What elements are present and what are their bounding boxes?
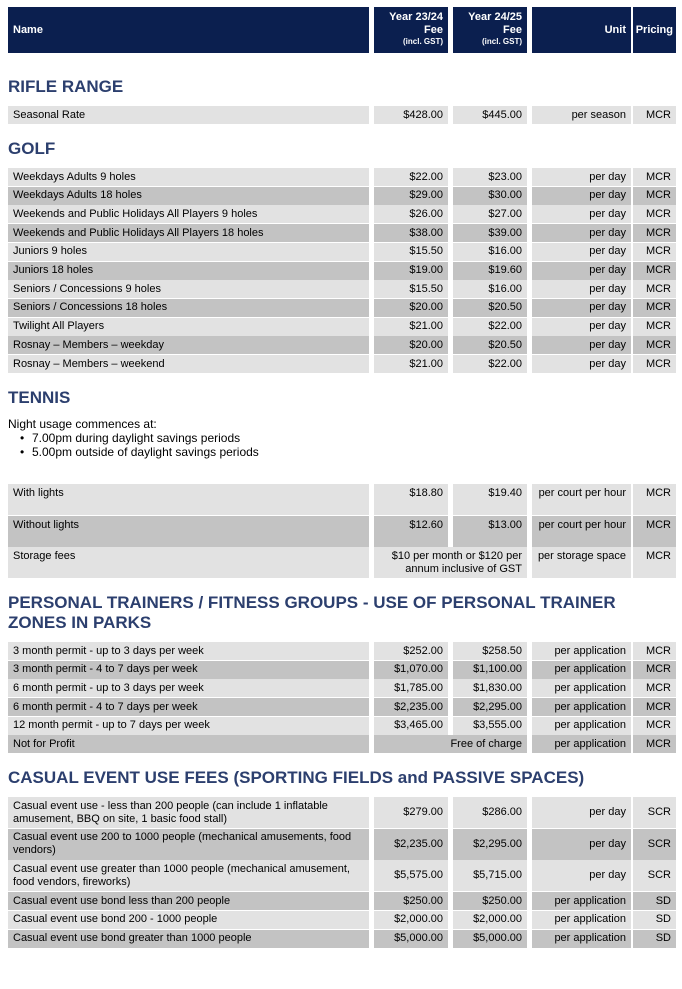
row-name: Casual event use bond 200 - 1000 people xyxy=(8,911,369,929)
row-pricing: SCR xyxy=(633,860,676,891)
row-fee-2425: $2,000.00 xyxy=(453,911,527,929)
header-name xyxy=(8,7,369,53)
section-title-trainers xyxy=(8,593,616,633)
row-pricing: SD xyxy=(633,911,676,929)
row-fee-2425: $5,715.00 xyxy=(453,860,527,891)
tennis-bullet: • 7.00pm during daylight savings periods xyxy=(20,431,259,445)
header-year1-line2: Fee xyxy=(424,24,443,36)
row-name: Twilight All Players xyxy=(8,318,369,336)
row-pricing: MCR xyxy=(633,168,676,186)
row-unit: per application xyxy=(532,642,631,660)
row-fee-2324: $252.00 xyxy=(374,642,448,660)
row-name: 6 month permit - 4 to 7 days per week xyxy=(8,698,369,716)
row-fee-2425: $22.00 xyxy=(453,318,527,336)
row-name: Rosnay – Members – weekend xyxy=(8,355,369,373)
row-name: With lights xyxy=(8,484,369,515)
row-fee-2425: $22.00 xyxy=(453,355,527,373)
row-pricing: MCR xyxy=(633,224,676,242)
row-name: Casual event use - less than 200 people (can include 1 inflatable amusement, BBQ on site, 1 basic food stall) xyxy=(8,797,369,828)
row-unit: per day xyxy=(532,797,631,828)
row-fee-2425: $16.00 xyxy=(453,243,527,261)
row-pricing: MCR xyxy=(633,698,676,716)
row-pricing: MCR xyxy=(633,299,676,317)
row-name: Casual event use 200 to 1000 people (mechanical amusements, food vendors) xyxy=(8,829,369,860)
header-year-2425 xyxy=(453,7,527,53)
row-unit: per application xyxy=(532,892,631,910)
row-unit: per day xyxy=(532,336,631,354)
row-name: Casual event use bond greater than 1000 people xyxy=(8,930,369,948)
row-unit: per court per hour xyxy=(532,516,631,547)
row-fee-2425: $20.50 xyxy=(453,336,527,354)
row-fee-2324: $2,000.00 xyxy=(374,911,448,929)
row-fee-2324: $5,000.00 xyxy=(374,930,448,948)
row-fee-2425: $20.50 xyxy=(453,299,527,317)
row-unit: per day xyxy=(532,262,631,280)
row-unit: per application xyxy=(532,698,631,716)
row-fee-2324: $428.00 xyxy=(374,106,448,124)
row-pricing: MCR xyxy=(633,243,676,261)
row-fee-2324: $250.00 xyxy=(374,892,448,910)
row-name: 12 month permit - up to 7 days per week xyxy=(8,717,369,735)
row-fee-2324: $15.50 xyxy=(374,243,448,261)
row-fee-2324: $21.00 xyxy=(374,318,448,336)
row-fee-2425: $5,000.00 xyxy=(453,930,527,948)
row-pricing: SCR xyxy=(633,829,676,860)
row-unit: per court per hour xyxy=(532,484,631,515)
row-pricing: MCR xyxy=(633,642,676,660)
row-name: Weekends and Public Holidays All Players 9 holes xyxy=(8,205,369,223)
row-fee-2324: $21.00 xyxy=(374,355,448,373)
row-pricing: MCR xyxy=(633,484,676,515)
row-unit: per day xyxy=(532,299,631,317)
row-pricing: MCR xyxy=(633,679,676,697)
section-title-trainers-line1: PERSONAL TRAINERS / FITNESS GROUPS - USE OF PERSONAL TRAINER xyxy=(8,593,616,612)
header-name-label: Name xyxy=(13,23,43,36)
row-fee-2425: $13.00 xyxy=(453,516,527,547)
row-fee-2324: $29.00 xyxy=(374,187,448,205)
row-unit: per day xyxy=(532,243,631,261)
row-pricing: MCR xyxy=(633,318,676,336)
row-unit: per application xyxy=(532,679,631,697)
row-fee-2324: $1,785.00 xyxy=(374,679,448,697)
row-unit: per day xyxy=(532,187,631,205)
header-year2-line1: Year 24/25 xyxy=(468,11,522,23)
nfp-fee: Free of charge xyxy=(374,735,527,753)
row-pricing: SD xyxy=(633,930,676,948)
row-pricing: MCR xyxy=(633,661,676,679)
header-unit xyxy=(532,7,631,53)
row-name: Seasonal Rate xyxy=(8,106,369,124)
row-name: Casual event use greater than 1000 people (mechanical amusement, food vendors, fireworks) xyxy=(8,860,369,891)
header-year1-line1: Year 23/24 xyxy=(389,11,443,23)
row-pricing: MCR xyxy=(633,516,676,547)
row-unit: per day xyxy=(532,355,631,373)
row-pricing: MCR xyxy=(633,355,676,373)
row-fee-2425: $250.00 xyxy=(453,892,527,910)
section-title-trainers-line2: ZONES IN PARKS xyxy=(8,613,152,632)
header-year2-line2: Fee xyxy=(503,24,522,36)
row-pricing: MCR xyxy=(633,336,676,354)
row-fee-2324: $12.60 xyxy=(374,516,448,547)
row-fee-2324: $1,070.00 xyxy=(374,661,448,679)
tennis-bullet: • 5.00pm outside of daylight savings periods xyxy=(20,445,259,459)
nfp-pricing: MCR xyxy=(633,735,676,753)
row-fee-2324: $2,235.00 xyxy=(374,829,448,860)
header-year2-line3: (incl. GST) xyxy=(482,37,522,46)
row-name: 6 month permit - up to 3 days per week xyxy=(8,679,369,697)
row-fee-2324: $22.00 xyxy=(374,168,448,186)
row-fee-2425: $1,100.00 xyxy=(453,661,527,679)
row-name: Casual event use bond less than 200 people xyxy=(8,892,369,910)
row-name: Rosnay – Members – weekday xyxy=(8,336,369,354)
row-fee-2324: $38.00 xyxy=(374,224,448,242)
row-fee-2425: $2,295.00 xyxy=(453,829,527,860)
row-fee-2425: $258.50 xyxy=(453,642,527,660)
row-fee-2425: $286.00 xyxy=(453,797,527,828)
row-name: Weekdays Adults 9 holes xyxy=(8,168,369,186)
row-unit: per day xyxy=(532,829,631,860)
row-fee-2324: $3,465.00 xyxy=(374,717,448,735)
row-name: Weekends and Public Holidays All Players 18 holes xyxy=(8,224,369,242)
header-year-2324 xyxy=(374,7,448,53)
row-fee-2324: $5,575.00 xyxy=(374,860,448,891)
row-unit: per day xyxy=(532,205,631,223)
row-fee-2425: $16.00 xyxy=(453,280,527,298)
row-fee-2425: $23.00 xyxy=(453,168,527,186)
section-title-tennis: TENNIS xyxy=(8,388,71,407)
tennis-note: Night usage commences at: xyxy=(8,417,157,431)
row-unit: per day xyxy=(532,860,631,891)
storage-pricing: MCR xyxy=(633,547,676,578)
row-pricing: SCR xyxy=(633,797,676,828)
row-name: Seniors / Concessions 9 holes xyxy=(8,280,369,298)
row-unit: per day xyxy=(532,168,631,186)
header-pricing-label: Pricing xyxy=(635,23,673,36)
row-pricing: MCR xyxy=(633,106,676,124)
row-fee-2324: $20.00 xyxy=(374,299,448,317)
row-pricing: SD xyxy=(633,892,676,910)
row-fee-2425: $2,295.00 xyxy=(453,698,527,716)
row-fee-2425: $1,830.00 xyxy=(453,679,527,697)
section-title-golf: GOLF xyxy=(8,139,56,158)
row-fee-2324: $26.00 xyxy=(374,205,448,223)
row-name: Juniors 9 holes xyxy=(8,243,369,261)
row-fee-2425: $19.60 xyxy=(453,262,527,280)
row-pricing: MCR xyxy=(633,717,676,735)
row-fee-2425: $30.00 xyxy=(453,187,527,205)
row-fee-2324: $18.80 xyxy=(374,484,448,515)
row-fee-2324: $15.50 xyxy=(374,280,448,298)
row-fee-2324: $19.00 xyxy=(374,262,448,280)
row-unit: per application xyxy=(532,930,631,948)
storage-fee: $10 per month or $120 per annum inclusive of GST xyxy=(374,547,527,578)
storage-unit: per storage space xyxy=(532,547,631,578)
row-unit: per day xyxy=(532,318,631,336)
header-year1-line3: (incl. GST) xyxy=(403,37,443,46)
row-fee-2324: $279.00 xyxy=(374,797,448,828)
row-name: Weekdays Adults 18 holes xyxy=(8,187,369,205)
row-unit: per season xyxy=(532,106,631,124)
section-title-rifle: RIFLE RANGE xyxy=(8,77,124,96)
row-fee-2425: $3,555.00 xyxy=(453,717,527,735)
row-unit: per day xyxy=(532,280,631,298)
row-fee-2425: $27.00 xyxy=(453,205,527,223)
row-name: 3 month permit - 4 to 7 days per week xyxy=(8,661,369,679)
row-unit: per application xyxy=(532,717,631,735)
row-fee-2425: $39.00 xyxy=(453,224,527,242)
section-title-casual: CASUAL EVENT USE FEES (SPORTING FIELDS and PASSIVE SPACES) xyxy=(8,768,585,787)
row-pricing: MCR xyxy=(633,187,676,205)
nfp-unit: per application xyxy=(532,735,631,753)
row-pricing: MCR xyxy=(633,262,676,280)
row-fee-2425: $19.40 xyxy=(453,484,527,515)
row-pricing: MCR xyxy=(633,280,676,298)
header-pricing xyxy=(633,7,676,53)
header-unit-label: Unit xyxy=(604,23,626,36)
row-name: 3 month permit - up to 3 days per week xyxy=(8,642,369,660)
row-name: Without lights xyxy=(8,516,369,547)
row-name: Seniors / Concessions 18 holes xyxy=(8,299,369,317)
row-name: Juniors 18 holes xyxy=(8,262,369,280)
storage-name: Storage fees xyxy=(8,547,369,578)
row-fee-2324: $20.00 xyxy=(374,336,448,354)
row-fee-2425: $445.00 xyxy=(453,106,527,124)
tennis-bullets xyxy=(20,431,259,459)
nfp-name: Not for Profit xyxy=(8,735,369,753)
row-unit: per day xyxy=(532,224,631,242)
row-pricing: MCR xyxy=(633,205,676,223)
row-unit: per application xyxy=(532,911,631,929)
row-unit: per application xyxy=(532,661,631,679)
row-fee-2324: $2,235.00 xyxy=(374,698,448,716)
